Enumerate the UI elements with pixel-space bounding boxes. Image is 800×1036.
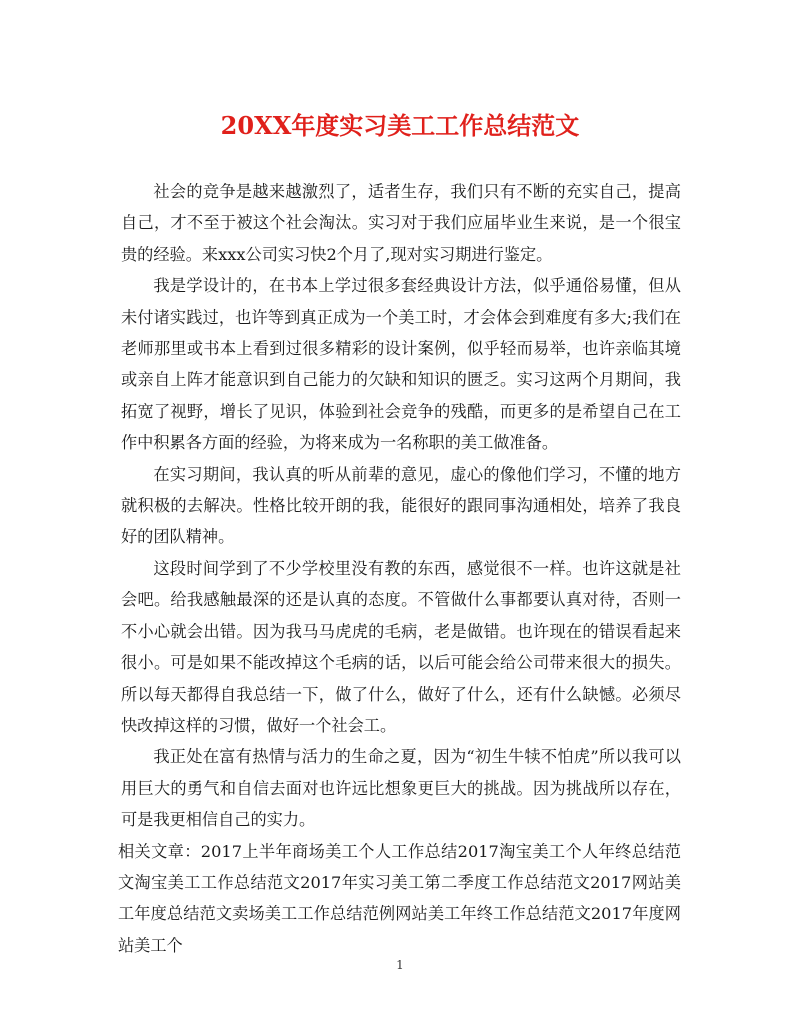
document-title: 20XX年度实习美工工作总结范文 <box>220 111 580 140</box>
paragraph-2: 我是学设计的，在书本上学过很多套经典设计方法，似乎通俗易懂，但从未付诸实践过，也许等到真正成为一个美工时，才会体会到难度有多大;我们在老师那里或书本上看到过很多精彩的设计案例，似乎轻而易举，也许亲临其境或亲自上阵才能意识到自己能力的欠缺和知识的匮乏。实习这两个月期间，我拓宽了视野，增长了见识，体验到社会竞争的残酷，而更多的是希望自己在工作中积累各方面的经验，为将来成为一名称职的美工做准备。 <box>121 276 681 453</box>
page-number: 1 <box>396 958 404 972</box>
paragraph-1: 社会的竞争是越来越激烈了，适者生存，我们只有不断的充实自己，提高自己，才不至于被这个社会淘汰。实习对于我们应届毕业生来说，是一个很宝贵的经验。来xxx公司实习快2个月了,现对实习期进行鉴定。 <box>121 182 681 264</box>
paragraph-5: 我正处在富有热情与活力的生命之夏，因为“初生牛犊不怕虎”所以我可以用巨大的勇气和自信去面对也许远比想象更巨大的挑战。因为挑战所以存在，可是我更相信自己的实力。 <box>121 747 681 830</box>
paragraph-3: 在实习期间，我认真的听从前辈的意见，虚心的像他们学习，不懂的地方就积极的去解决。性格比较开朗的我，能很好的跟同事沟通相处，培养了我良好的团队精神。 <box>121 464 681 547</box>
paragraph-4: 这段时间学到了不少学校里没有教的东西，感觉很不一样。也许这就是社会吧。给我感触最深的还是认真的态度。不管做什么事都要认真对待，否则一不小心就会出错。因为我马马虎虎的毛病，老是做错。也许现在的错误看起来很小。可是如果不能改掉这个毛病的话，以后可能会给公司带来很大的损失。所以每天都得自我总结一下，做了什么，做好了什么，还有什么缺憾。必须尽快改掉这样的习惯，做好一个社会工。 <box>121 558 681 735</box>
related-articles: 相关文章：2017上半年商场美工个人工作总结2017淘宝美工个人年终总结范文淘宝美工工作总结范文2017年实习美工第二季度工作总结范文2017网站美工年度总结范文卖场美工工作总结范例网站美工年终工作总结范文2017年度网站美工个 <box>118 841 681 955</box>
document-body <box>118 176 681 961</box>
